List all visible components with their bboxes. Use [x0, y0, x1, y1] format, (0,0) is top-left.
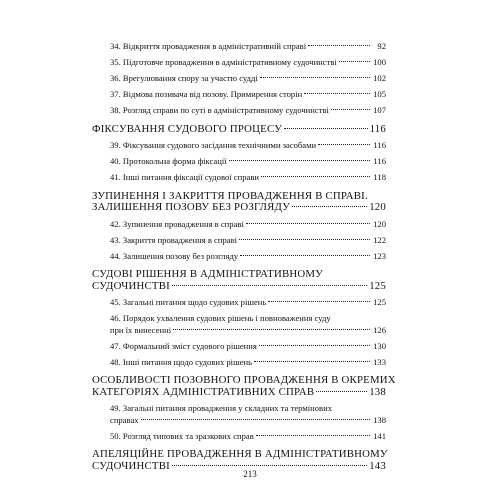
- toc-entry-title-line: 46. Порядок ухвалення судових рішень і повноваження суду: [110, 313, 331, 324]
- toc-section-title: СУДОЧИНСТВІ: [92, 460, 170, 472]
- toc-entry-page: 92: [377, 41, 386, 51]
- toc-section-title-line: ОСОБЛИВОСТІ ПОЗОВНОГО ПРОВАДЖЕННЯ В ОКРЕМИХ: [92, 374, 396, 387]
- toc-entry-page: 102: [373, 73, 386, 84]
- toc-section-page: 143: [369, 460, 386, 472]
- toc-entry-title: 44. Залишення позову без розгляду: [110, 250, 239, 261]
- toc-entry-page: 118: [373, 172, 386, 183]
- toc-entry-title: 45. Загальні питання щодо судових рішень: [110, 296, 267, 307]
- page-number: 213: [243, 469, 257, 479]
- toc-entry-page: 123: [373, 250, 386, 261]
- toc-entry-title: при їх винесенні: [110, 324, 172, 335]
- toc-entry-title: 43. Закриття провадження в справі: [110, 234, 238, 245]
- toc-section-page: 138: [369, 386, 386, 399]
- toc-section-page: 116: [369, 122, 386, 135]
- toc-section-title: СУДОЧИНСТВІ: [92, 279, 170, 292]
- toc-entry-page: 125: [373, 296, 386, 307]
- toc-entry-title: 37. Відмова позивача від позову. Примирення сторін: [110, 89, 303, 100]
- toc-entry-title: 34. Відкриття провадження в адміністративній справі: [110, 41, 307, 51]
- toc-entry-page: 105: [373, 89, 386, 100]
- toc-entry-page: 116: [373, 156, 386, 167]
- toc-entry-title-line: 49. Загальні питання провадження у складних та термінових: [110, 403, 332, 414]
- toc-entry-title: 50. Розгляд типових та зразкових справ: [110, 430, 254, 441]
- toc-section-page: 120: [369, 201, 386, 214]
- toc-entry-title: 40. Протокольна форма фіксації: [110, 156, 227, 167]
- toc-section-title: ЗАЛИШЕННЯ ПОЗОВУ БЕЗ РОЗГЛЯДУ: [92, 201, 291, 214]
- toc-entry-page: 100: [373, 57, 386, 68]
- toc-section-title: ФІКСУВАННЯ СУДОВОГО ПРОЦЕСУ: [92, 122, 283, 135]
- toc-section-title-line: ЗУПИНЕННЯ І ЗАКРИТТЯ ПРОВАДЖЕННЯ В СПРАВІ.: [92, 189, 368, 202]
- toc-entry-title: 42. Зупинення провадження в справі: [110, 218, 244, 229]
- toc-section-title-line: СУДОВІ РІШЕННЯ В АДМІНІСТРАТИВНОМУ: [92, 268, 324, 281]
- toc-section-page: 125: [369, 279, 386, 292]
- toc-section-title-line: АПЕЛЯЦІЙНЕ ПРОВАДЖЕННЯ В АДМІНІСТРАТИВНОМУ: [92, 448, 388, 461]
- toc-entry-title: 39. Фіксування судового засідання технічними засобами: [110, 140, 317, 151]
- toc-entry-title: справах: [110, 414, 139, 425]
- toc-entry-title: 47. Формальний зміст судового рішення: [110, 340, 257, 351]
- toc-entry-title: 48. Інші питання щодо судових рішень: [110, 356, 253, 367]
- toc-entry-title: 38. Розгляд справи по суті в адміністративному судочинстві: [110, 105, 329, 116]
- toc-entry-page: 120: [373, 218, 386, 229]
- toc-entry-page: 122: [373, 234, 386, 245]
- toc-entry-page: 133: [373, 356, 386, 367]
- toc-entry-title: 36. Врегулювання спору за участю судді: [110, 73, 258, 84]
- toc-entry-page: 107: [373, 105, 386, 116]
- toc-entry-page: 138: [373, 414, 386, 425]
- toc-entry-page: 130: [373, 340, 386, 351]
- toc-entry-title: 41. Інші питання фіксації судової справи: [110, 172, 259, 183]
- toc-section-title: КАТЕГОРІЯХ АДМІНІСТРАТИВНИХ СПРАВ: [92, 386, 315, 399]
- toc-entry-page: 116: [373, 140, 386, 151]
- toc-entry-page: 141: [373, 430, 386, 441]
- toc-entry-title: 35. Підготовче провадження в адміністративному судочинстві: [110, 57, 337, 68]
- toc-entry-page: 126: [373, 324, 386, 335]
